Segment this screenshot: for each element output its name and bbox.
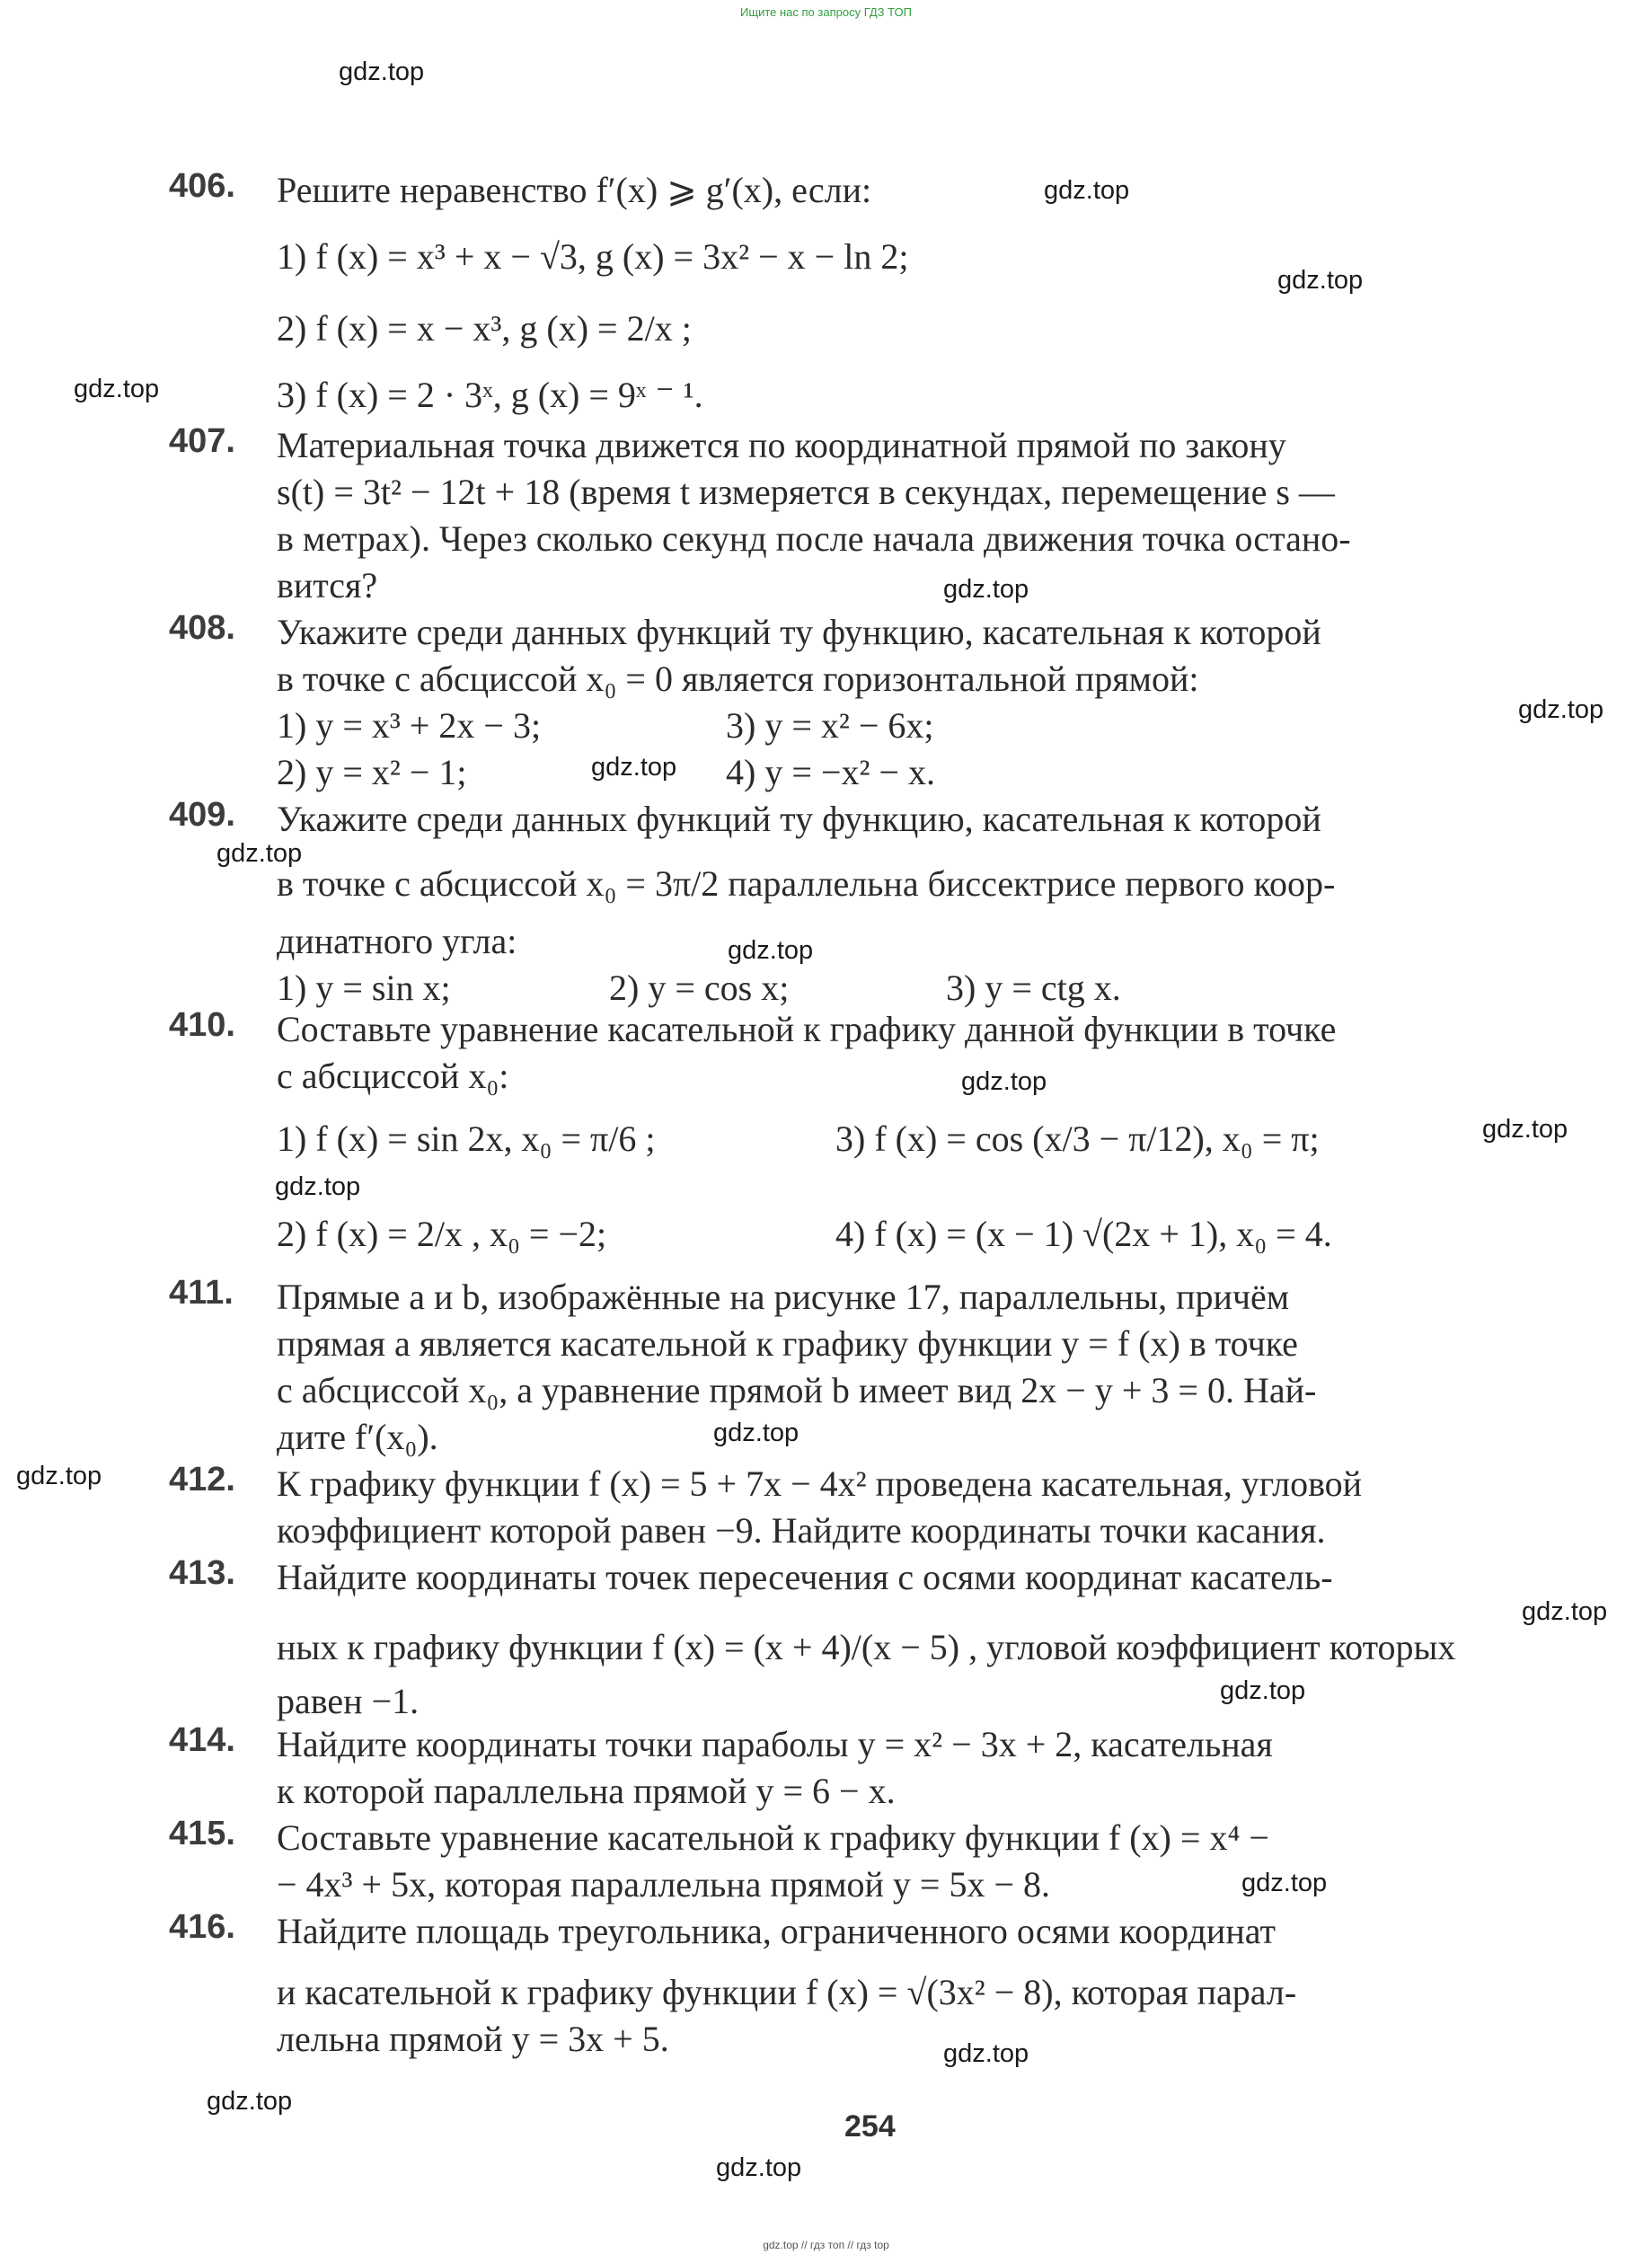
text-line: Решите неравенство f′(x) ⩾ g′(x), если: — [277, 170, 872, 210]
option: 2) y = x² − 1; — [277, 752, 467, 792]
option: 2) f (x) = 2/x , x₀ = −2; — [277, 1214, 607, 1254]
problem-number: 415. — [169, 1815, 235, 1852]
option: 1) y = x³ + 2x − 3; — [277, 705, 542, 746]
text-line: 3) f (x) = 2 · 3ˣ, g (x) = 9ˣ ⁻ ¹. — [277, 375, 703, 415]
option-row — [277, 965, 1579, 1012]
problem-number: 412. — [169, 1461, 235, 1498]
problem-text — [277, 1908, 1579, 2063]
top-banner: Ищите нас по запросу ГДЗ ТОП — [740, 5, 912, 19]
text-line: дите f′(x₀). — [277, 1417, 438, 1457]
text-line: s(t) = 3t² − 12t + 18 (время t измеряется в секундах, перемещение s — — [277, 472, 1335, 512]
problem-text — [277, 1461, 1579, 1554]
problem-text — [277, 609, 1579, 796]
problem-text — [277, 167, 1579, 419]
watermark-text: gdz.top — [943, 2039, 1029, 2068]
text-line: Укажите среди данных функций ту функцию, касательная к которой — [277, 612, 1321, 652]
problem-number: 411. — [169, 1274, 234, 1312]
watermark-text: gdz.top — [275, 1172, 361, 1201]
problem-number: 406. — [169, 167, 235, 205]
text-line: Найдите координаты точек пересечения с осями координат касатель- — [277, 1557, 1333, 1597]
problem-text — [277, 1721, 1579, 1815]
option: 4) f (x) = (x − 1) √(2x + 1), x₀ = 4. — [835, 1214, 1332, 1254]
watermark-text: gdz.top — [713, 1419, 799, 1447]
watermark-text: gdz.top — [591, 753, 677, 782]
watermark-text: gdz.top — [207, 2087, 293, 2116]
option: 3) y = x² − 6x; — [726, 705, 934, 746]
watermark-text: gdz.top — [1482, 1115, 1568, 1144]
footer-text: gdz.top // гдз топ // гдз top — [763, 2239, 889, 2251]
watermark-text: gdz.top — [339, 57, 425, 86]
text-line: ных к графику функции f (x) = (x + 4)/(x − 5) , угловой коэффициент которых — [277, 1627, 1456, 1667]
problem-number: 414. — [169, 1721, 235, 1759]
option: 3) y = ctg x. — [946, 968, 1121, 1008]
watermark-text: gdz.top — [943, 575, 1029, 604]
option-row — [277, 703, 1579, 749]
option-row — [277, 749, 1579, 796]
watermark-text: gdz.top — [16, 1462, 102, 1490]
watermark-text: gdz.top — [74, 375, 160, 403]
text-line: к которой параллельна прямой y = 6 − x. — [277, 1771, 896, 1811]
text-line: 1) f (x) = x³ + x − √3, g (x) = 3x² − x − ln 2; — [277, 236, 909, 277]
watermark-text: gdz.top — [1277, 266, 1364, 295]
problem-text — [277, 796, 1579, 1012]
option-row — [277, 1116, 1579, 1162]
option: 2) y = cos x; — [609, 968, 790, 1008]
text-line: 2) f (x) = x − x³, g (x) = 2/x ; — [277, 308, 692, 349]
text-line: с абсциссой x₀, а уравнение прямой b имеет вид 2x − y + 3 = 0. Най- — [277, 1370, 1317, 1410]
watermark-text: gdz.top — [1220, 1676, 1306, 1705]
text-line: Составьте уравнение касательной к графику данной функции в точке — [277, 1009, 1337, 1049]
option: 4) y = −x² − x. — [726, 752, 935, 792]
text-line: в точке с абсциссой x₀ = 3π/2 параллельна биссектрисе первого коор- — [277, 863, 1336, 904]
text-line: вится? — [277, 565, 378, 606]
text-line: Найдите координаты точки параболы y = x² − 3x + 2, касательная — [277, 1724, 1273, 1764]
problem-number: 408. — [169, 609, 235, 647]
problem-number: 413. — [169, 1554, 235, 1592]
text-line: коэффициент которой равен −9. Найдите координаты точки касания. — [277, 1510, 1326, 1551]
problem-number: 409. — [169, 796, 235, 834]
watermark-text: gdz.top — [1522, 1597, 1608, 1626]
text-line: прямая a является касательной к графику функции y = f (x) в точке — [277, 1323, 1298, 1364]
problem-text — [277, 1006, 1579, 1258]
problem-text — [277, 422, 1579, 609]
watermark-text: gdz.top — [728, 936, 814, 965]
problem-text — [277, 1815, 1579, 1908]
option: 1) y = sin x; — [277, 968, 451, 1008]
watermark-text: gdz.top — [716, 2153, 802, 2182]
problem-number: 410. — [169, 1006, 235, 1044]
problem-text — [277, 1274, 1579, 1461]
text-line: равен −1. — [277, 1681, 420, 1721]
text-line: Материальная точка движется по координатной прямой по закону — [277, 425, 1286, 465]
text-line: в метрах). Через сколько секунд после начала движения точка остано- — [277, 518, 1351, 559]
problem-number: 416. — [169, 1908, 235, 1946]
text-line: с абсциссой x₀: — [277, 1056, 509, 1096]
text-line: и касательной к графику функции f (x) = √(3x² − 8), которая парал- — [277, 1972, 1297, 2012]
problem-number: 407. — [169, 422, 235, 460]
watermark-text: gdz.top — [216, 839, 303, 868]
watermark-text: gdz.top — [1518, 695, 1604, 724]
text-line: динатного угла: — [277, 921, 517, 961]
text-line: в точке с абсциссой x₀ = 0 является горизонтальной прямой: — [277, 659, 1199, 699]
problem-text — [277, 1554, 1579, 1725]
watermark-text: gdz.top — [1044, 176, 1130, 205]
option-row — [277, 1211, 1579, 1258]
option: 1) f (x) = sin 2x, x₀ = π/6 ; — [277, 1118, 656, 1159]
page-number: 254 — [844, 2109, 896, 2144]
option: 3) f (x) = cos (x/3 − π/12), x₀ = π; — [835, 1118, 1320, 1159]
text-line: − 4x³ + 5x, которая параллельна прямой y = 5x − 8. — [277, 1864, 1051, 1905]
text-line: Прямые a и b, изображённые на рисунке 17, параллельны, причём — [277, 1277, 1290, 1317]
text-line: лельна прямой y = 3x + 5. — [277, 2019, 669, 2059]
text-line: Укажите среди данных функций ту функцию, касательная к которой — [277, 799, 1321, 839]
watermark-text: gdz.top — [1241, 1869, 1328, 1897]
watermark-text: gdz.top — [961, 1067, 1047, 1096]
text-line: Найдите площадь треугольника, ограниченного осями координат — [277, 1911, 1276, 1951]
text-line: Составьте уравнение касательной к графику функции f (x) = x⁴ − — [277, 1817, 1269, 1858]
text-line: К графику функции f (x) = 5 + 7x − 4x² проведена касательная, угловой — [277, 1463, 1363, 1504]
